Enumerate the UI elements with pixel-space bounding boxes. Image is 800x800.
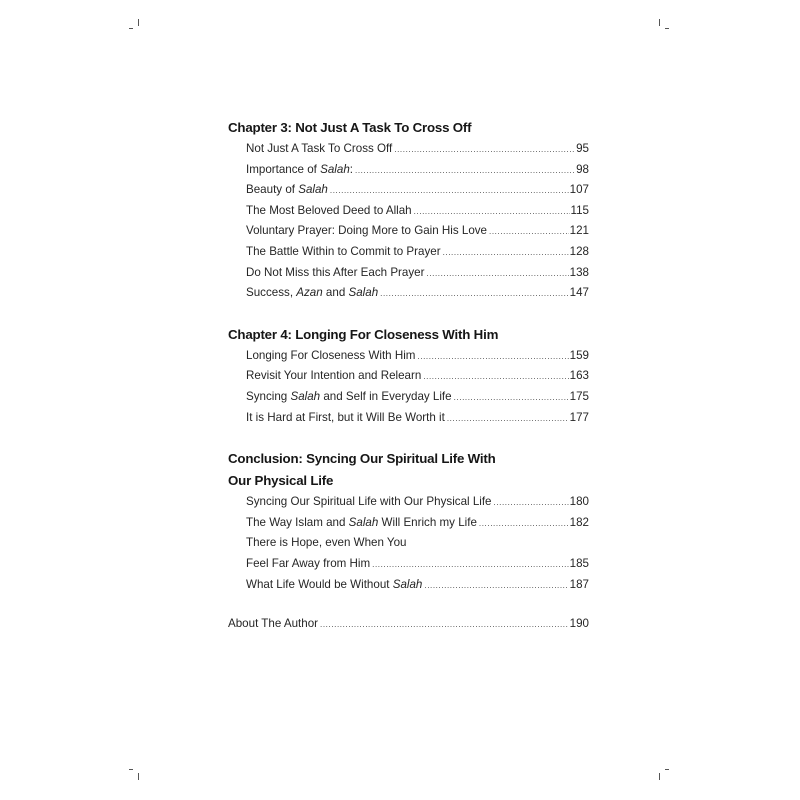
entry-title: Feel Far Away from Him xyxy=(246,556,371,570)
entry-title: Syncing Our Spiritual Life with Our Physical Life xyxy=(246,495,492,509)
dot-leader xyxy=(355,161,575,182)
page-number: 180 xyxy=(569,495,589,509)
dot-leader xyxy=(414,202,570,223)
toc-entry[interactable] xyxy=(246,139,589,160)
page-number: 185 xyxy=(569,556,589,570)
dot-leader xyxy=(423,367,568,388)
conclusion-heading-line-2: Our Physical Life xyxy=(228,473,334,489)
entry-title: About The Author xyxy=(228,617,319,631)
chapter-3-heading: Chapter 3: Not Just A Task To Cross Off xyxy=(228,120,472,135)
toc-entry[interactable] xyxy=(246,492,589,513)
dot-leader xyxy=(372,555,569,576)
toc-entry[interactable] xyxy=(246,554,589,575)
dot-leader xyxy=(454,388,569,409)
toc-entry[interactable] xyxy=(246,160,589,181)
entry-title: The Way Islam and Salah Will Enrich my Life xyxy=(246,515,477,529)
toc-entry-first-line[interactable] xyxy=(246,533,589,554)
entry-title: Do Not Miss this After Each Prayer xyxy=(246,265,425,279)
page-number: 163 xyxy=(569,369,589,383)
crop-mark-top-left xyxy=(129,19,139,31)
toc-entry[interactable] xyxy=(246,283,589,304)
toc-entry[interactable] xyxy=(246,366,589,387)
entry-title: Success, Azan and Salah xyxy=(246,286,379,300)
chapter-4-heading: Chapter 4: Longing For Closeness With Him xyxy=(228,326,499,342)
crop-mark-top-right xyxy=(659,19,669,31)
dot-leader xyxy=(489,222,569,243)
dot-leader xyxy=(394,140,575,161)
toc-entry[interactable] xyxy=(246,263,589,284)
entry-title: Syncing Salah and Self in Everyday Life xyxy=(246,389,452,403)
entry-title: The Most Beloved Deed to Allah xyxy=(246,203,412,217)
dot-leader xyxy=(494,493,569,514)
entry-title: Longing For Closeness With Him xyxy=(246,348,416,362)
dot-leader xyxy=(424,576,568,597)
crop-mark-bottom-left xyxy=(129,768,139,780)
conclusion-heading-line-1: Conclusion: Syncing Our Spiritual Life With xyxy=(228,451,496,467)
entry-title: It is Hard at First, but it Will Be Worth it xyxy=(246,410,445,424)
entry-title: Importance of Salah: xyxy=(246,162,353,176)
dot-leader xyxy=(380,284,569,305)
toc-entry[interactable] xyxy=(246,387,589,408)
dot-leader xyxy=(443,243,569,264)
toc-entry[interactable] xyxy=(246,180,589,201)
dot-leader xyxy=(426,264,568,285)
entry-title: Beauty of Salah xyxy=(246,183,328,197)
page-number: 147 xyxy=(569,286,589,300)
page-number: 98 xyxy=(576,162,589,176)
entry-title: There is Hope, even When You xyxy=(246,536,407,550)
toc-entry[interactable] xyxy=(246,221,589,242)
dot-leader xyxy=(447,409,569,430)
entry-title: Revisit Your Intention and Relearn xyxy=(246,369,422,383)
dot-leader xyxy=(417,347,568,368)
page-number: 138 xyxy=(569,265,589,279)
page-number: 121 xyxy=(569,224,589,238)
entry-title: What Life Would be Without Salah xyxy=(246,577,423,591)
crop-mark-bottom-right xyxy=(659,768,669,780)
page-number: 159 xyxy=(569,348,589,362)
page-number: 128 xyxy=(569,244,589,258)
page-number: 175 xyxy=(569,389,589,403)
page-number: 187 xyxy=(569,577,589,591)
toc-entry[interactable] xyxy=(246,513,589,534)
entry-title: The Battle Within to Commit to Prayer xyxy=(246,244,441,258)
page-number: 177 xyxy=(569,410,589,424)
dot-leader xyxy=(320,615,569,636)
dot-leader xyxy=(330,181,569,202)
page-number: 115 xyxy=(570,203,589,217)
toc-entry[interactable] xyxy=(246,575,589,596)
toc-entry-about-author[interactable] xyxy=(228,614,589,635)
entry-title: Not Just A Task To Cross Off xyxy=(246,142,393,155)
toc-entry[interactable] xyxy=(246,346,589,367)
dot-leader xyxy=(479,514,569,535)
table-of-contents xyxy=(228,117,589,635)
page-number: 190 xyxy=(569,617,589,631)
toc-entry[interactable] xyxy=(246,242,589,263)
page-number: 107 xyxy=(569,183,589,197)
page-number: 182 xyxy=(569,515,589,529)
toc-entry[interactable] xyxy=(246,201,589,222)
page-number: 95 xyxy=(576,142,589,155)
toc-entry[interactable] xyxy=(246,408,589,429)
entry-title: Voluntary Prayer: Doing More to Gain His Love xyxy=(246,224,488,238)
